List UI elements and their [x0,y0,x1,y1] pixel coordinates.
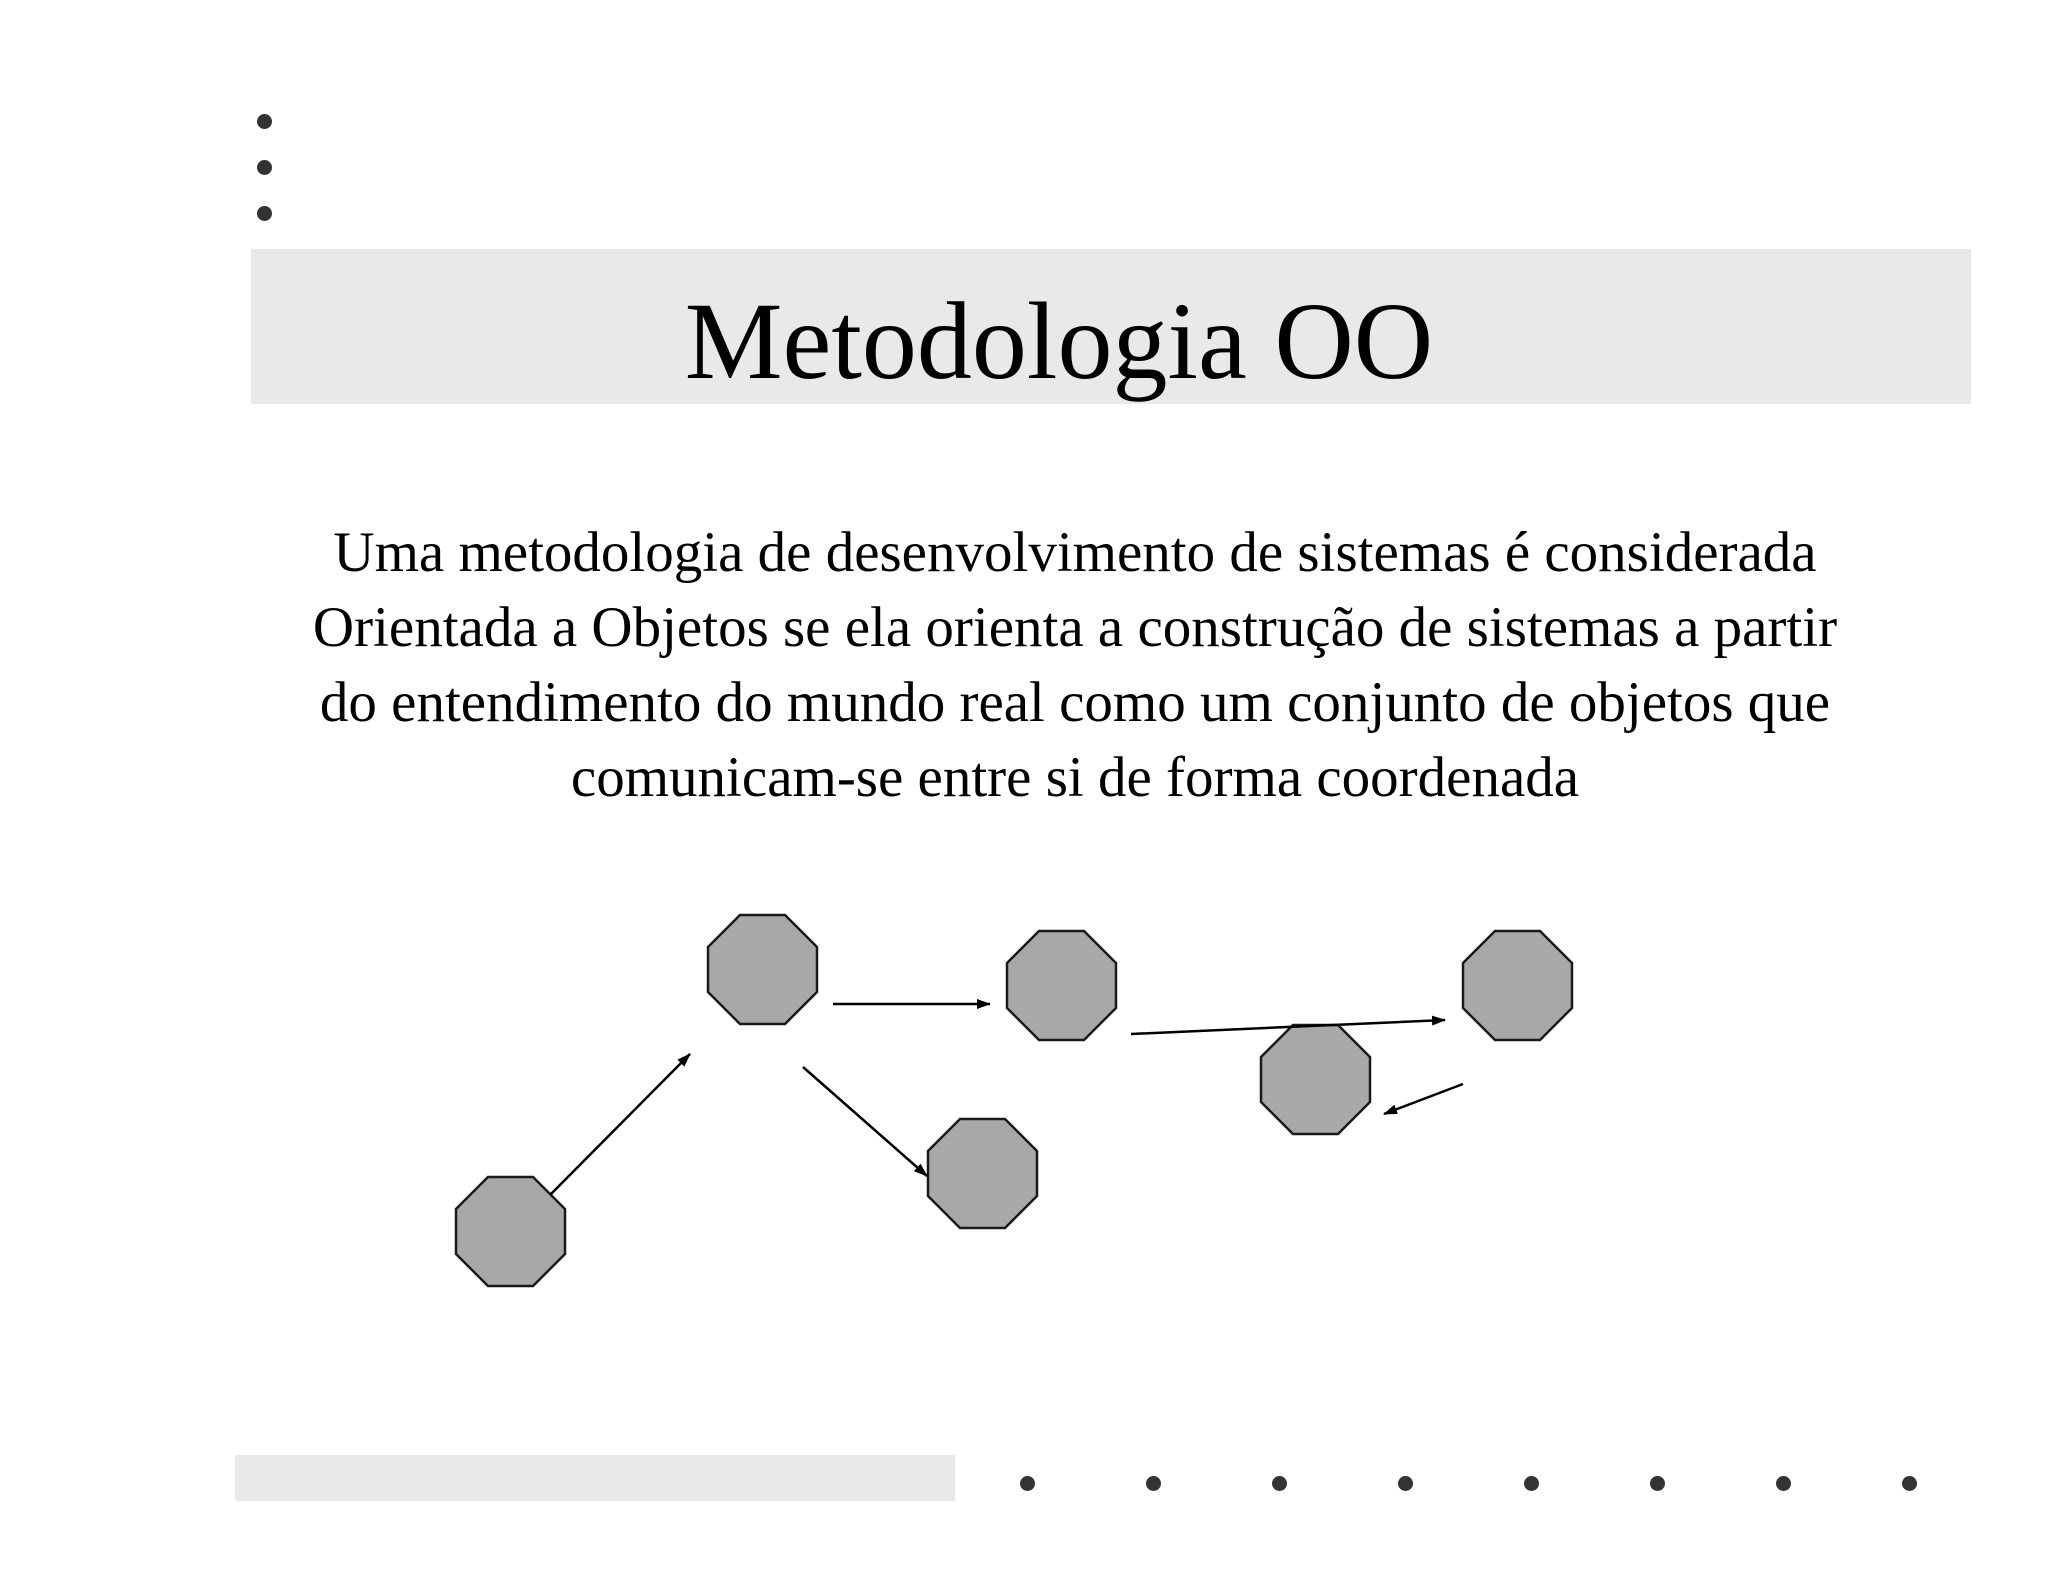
decorative-dot [1272,1476,1287,1491]
message-arrow [1384,1084,1463,1114]
object-node [1463,931,1572,1040]
object-node [1007,931,1116,1040]
decorative-dot [1398,1476,1413,1491]
decorative-dot [1524,1476,1539,1491]
message-arrow [803,1067,927,1176]
decorative-horizontal-dots [1020,1476,1920,1492]
decorative-dot [1902,1476,1917,1491]
slide-title: Metodologia OO [684,280,1434,402]
decorative-dot [1776,1476,1791,1491]
object-node [708,915,817,1024]
decorative-dot [1650,1476,1665,1491]
decorative-dot [1020,1476,1035,1491]
object-node [456,1177,565,1286]
object-node [928,1119,1037,1228]
message-arrow [550,1054,690,1195]
object-node [1261,1025,1370,1134]
decorative-dot [1146,1476,1161,1491]
slide-body-text: Uma metodologia de desenvolvimento de sistemas é considerada Orientada a Objetos se ela orienta a construção de sistemas a partir do entendimento do mundo real como um conjunto de objetos que comunicam-se entre si de forma coordenada [312,521,1838,809]
footer-band [235,1455,955,1501]
